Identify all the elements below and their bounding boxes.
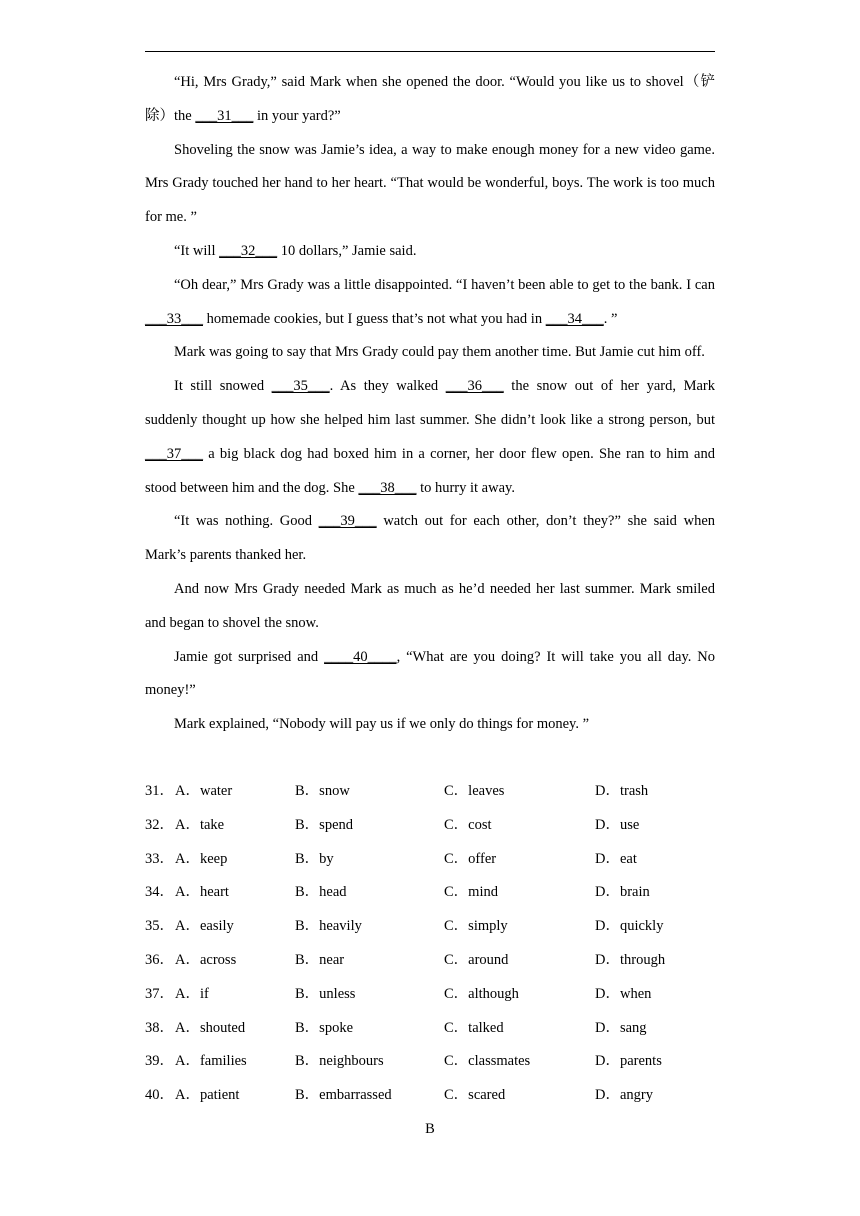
question-number: 33． xyxy=(145,850,174,867)
option-b: B．head xyxy=(295,884,347,901)
passage-text: Jamie got surprised and xyxy=(174,648,325,665)
passage-text: Mark was going to say that Mrs Grady could pay them another time. But Jamie cut him off. xyxy=(174,344,705,361)
blank-marker: ___31___ xyxy=(195,107,254,124)
passage-text: watch out for each other, don’t they?” she said when Mark’s parents thanked her. xyxy=(145,513,716,564)
option-d: D．parents xyxy=(595,1053,662,1070)
option-a: A．shouted xyxy=(175,1019,246,1036)
option-c: C．talked xyxy=(444,1019,504,1036)
passage-paragraph xyxy=(145,134,715,235)
option-b: B．spoke xyxy=(295,1019,353,1036)
passage-text: . As they walked xyxy=(329,378,446,395)
question-row xyxy=(145,843,715,877)
cloze-passage xyxy=(145,66,715,742)
option-a: A．across xyxy=(175,951,237,968)
question-number: 40． xyxy=(145,1087,174,1104)
option-a: A．take xyxy=(175,816,225,833)
passage-text: . ” xyxy=(603,310,618,327)
question-row xyxy=(145,876,715,910)
option-b: B．neighbours xyxy=(295,1053,384,1070)
header-rule xyxy=(145,51,715,52)
question-number: 38． xyxy=(145,1019,174,1036)
option-a: A．patient xyxy=(175,1087,240,1104)
option-b: B．embarrassed xyxy=(295,1087,392,1104)
option-b: B．snow xyxy=(295,783,350,799)
blank-marker: ___33___ xyxy=(145,310,203,327)
option-a: A．heart xyxy=(175,884,229,901)
question-number: 34． xyxy=(145,884,174,901)
passage-text: Mark explained, “Nobody will pay us if we only do things for money. ” xyxy=(174,716,590,733)
question-row xyxy=(145,1045,715,1079)
blank-marker: ___32___ xyxy=(219,242,278,259)
question-number: 32． xyxy=(145,816,174,833)
blank-marker: ____40____ xyxy=(324,648,397,665)
passage-text: the snow out of her yard, Mark suddenly thought up how she helped him last summer. She didn’t look like a strong person, but xyxy=(145,378,715,428)
blank-marker: ___35___ xyxy=(271,378,330,395)
question-list xyxy=(145,775,715,1113)
question-row xyxy=(145,1079,715,1113)
blank-marker: ___37___ xyxy=(145,445,203,462)
option-d: D．brain xyxy=(595,884,650,901)
passage-text: 10 dollars,” Jamie said. xyxy=(277,242,417,259)
option-c: C．leaves xyxy=(444,783,505,799)
option-a: A．keep xyxy=(175,850,228,867)
option-b: B．unless xyxy=(295,985,356,1002)
question-row xyxy=(145,775,715,809)
option-d: D．through xyxy=(595,951,666,968)
blank-marker: ___39___ xyxy=(318,513,377,530)
option-c: C．cost xyxy=(444,816,492,833)
passage-paragraph xyxy=(145,235,715,269)
blank-marker: ___34___ xyxy=(545,310,604,327)
blank-marker: ___38___ xyxy=(358,479,417,496)
passage-paragraph xyxy=(145,269,715,337)
option-b: B．near xyxy=(295,951,345,968)
passage-text: homemade cookies, but I guess that’s not what you had in xyxy=(203,310,546,327)
passage-text: It still snowed xyxy=(174,378,272,395)
passage-text: And now Mrs Grady needed Mark as much as he’d needed her last summer. Mark smiled and began to shovel the snow. xyxy=(145,580,715,631)
blank-marker: ___36___ xyxy=(445,378,504,395)
passage-text: “Hi, Mrs Grady,” said Mark when she opened the door. “Would you like us to shovel（铲除）the xyxy=(145,74,715,124)
passage-paragraph xyxy=(145,505,715,573)
passage-text: in your yard?” xyxy=(253,107,341,124)
passage-text: Shoveling the snow was Jamie’s idea, a way to make enough money for a new video game. Mrs Grady touched her hand to her heart. “That would be wonderful, boys. The work is too much for me. ” xyxy=(145,141,715,226)
option-d: D．use xyxy=(595,816,640,833)
section-label: B xyxy=(425,1121,435,1137)
question-number: 37． xyxy=(145,985,174,1002)
option-d: D．angry xyxy=(595,1087,653,1104)
option-c: C．offer xyxy=(444,850,497,867)
option-c: C．around xyxy=(444,951,509,968)
question-number: 35． xyxy=(145,918,174,935)
passage-paragraph xyxy=(145,370,715,505)
passage-text: a big black dog had boxed him in a corner, her door flew open. She ran to him and stood between him and the dog. She xyxy=(145,445,715,496)
option-d: D．eat xyxy=(595,850,637,867)
passage-paragraph xyxy=(145,336,715,370)
option-d: D．when xyxy=(595,985,652,1002)
question-row xyxy=(145,1012,715,1046)
question-number: 39． xyxy=(145,1053,174,1070)
question-row xyxy=(145,944,715,978)
option-c: C．simply xyxy=(444,918,508,935)
passage-paragraph xyxy=(145,641,715,709)
passage-text: , “What are you doing? It will take you all day. No money!” xyxy=(145,648,715,699)
question-number: 31． xyxy=(145,783,174,799)
option-a: A．if xyxy=(175,985,209,1002)
passage-text: to hurry it away. xyxy=(416,479,515,496)
option-c: C．classmates xyxy=(444,1053,531,1070)
passage-paragraph xyxy=(145,573,715,641)
option-a: A．easily xyxy=(175,918,234,935)
passage-text: “It was nothing. Good xyxy=(174,513,319,530)
option-d: D．quickly xyxy=(595,918,664,935)
option-b: B．heavily xyxy=(295,918,362,935)
option-b: B．spend xyxy=(295,816,353,833)
question-row xyxy=(145,978,715,1012)
option-d: D．trash xyxy=(595,783,649,799)
option-c: C．scared xyxy=(444,1087,506,1104)
question-row xyxy=(145,809,715,843)
option-b: B．by xyxy=(295,850,334,867)
question-number: 36． xyxy=(145,951,174,968)
question-row xyxy=(145,910,715,944)
option-c: C．mind xyxy=(444,884,498,901)
passage-text: “Oh dear,” Mrs Grady was a little disappointed. “I haven’t been able to get to the bank. I can xyxy=(174,276,715,293)
option-c: C．although xyxy=(444,985,519,1002)
option-a: A．families xyxy=(175,1053,247,1070)
passage-text: “It will xyxy=(174,242,220,259)
option-a: A．water xyxy=(175,783,233,799)
option-d: D．sang xyxy=(595,1019,647,1036)
passage-paragraph xyxy=(145,708,715,742)
passage-paragraph xyxy=(145,66,715,134)
